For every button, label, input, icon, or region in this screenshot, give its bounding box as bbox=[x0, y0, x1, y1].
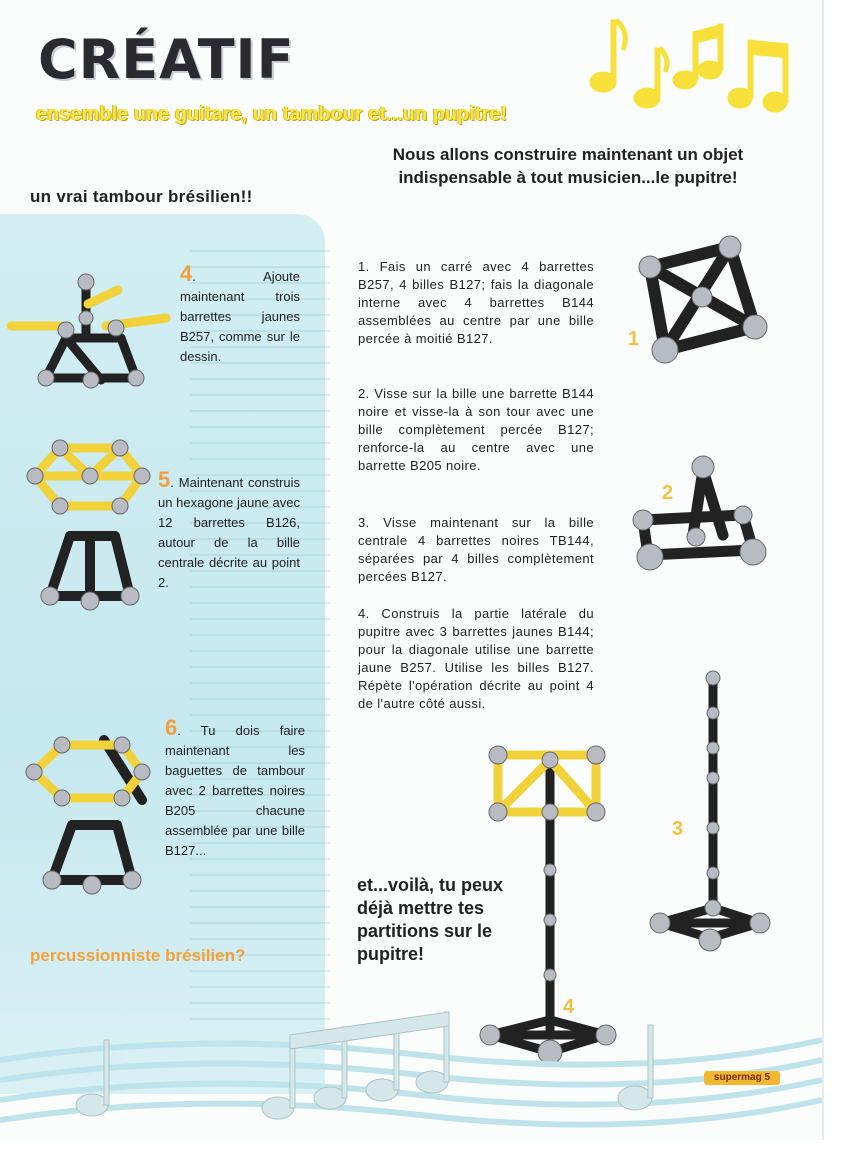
right-step-3: 3. Visse maintenant sur la bille centrale 4 barrettes noires TB144, séparées par 4 billes complètement percées B127. bbox=[358, 515, 594, 584]
figure-label-2: 2 bbox=[662, 482, 674, 504]
right-step-4: 4. Construis la partie latérale du pupitre avec 3 barrettes jaunes B144; pour la diagonale utilise une barrette jaune B257. Utilise les billes B127. Répète l'opération décrite au point 4 de l'autre côté aussi. bbox=[358, 606, 594, 711]
left-step-5 bbox=[158, 467, 300, 593]
step-text: . Ajoute maintenant trois barrettes jaunes B257, comme sur le dessin. bbox=[180, 269, 300, 364]
page-subtitle: ensemble une guitare, un tambour et...un pupitre! bbox=[36, 103, 508, 125]
step-text: . Tu dois faire maintenant les baguettes de tambour avec 2 barrettes noires B205 chacune assemblée par une bille B127... bbox=[165, 723, 305, 858]
drum-model-step6 bbox=[22, 730, 162, 900]
stand-model-3 bbox=[645, 668, 775, 958]
figure-label-1: 1 bbox=[628, 328, 640, 350]
page-title: CRÉATIF bbox=[38, 28, 295, 91]
left-step-4 bbox=[180, 261, 300, 367]
step-number: 6 bbox=[165, 715, 178, 740]
music-wave-decoration bbox=[0, 1000, 822, 1140]
closing-text: et...voilà, tu peux déjà mettre tes partitions sur le pupitre! bbox=[357, 875, 504, 964]
right-heading: Nous allons construire maintenant un objet indispensable à tout musicien...le pupitre! bbox=[392, 145, 744, 187]
left-step-6 bbox=[165, 715, 305, 861]
supermag-badge: supermag 5 bbox=[704, 1071, 780, 1085]
percussion-question: percussionniste brésilien? bbox=[30, 946, 246, 965]
drum-model-step4 bbox=[6, 268, 171, 398]
right-step-2: 2. Visse sur la bille une barrette B144 noire et visse-la à son tour avec une bille complètement percée B127; renforce-la au centre avec une barrette B205 noire. bbox=[358, 386, 594, 473]
stand-model-2 bbox=[628, 455, 773, 580]
figure-label-3: 3 bbox=[672, 818, 684, 840]
drum-model-step5 bbox=[20, 436, 160, 616]
left-heading: un vrai tambour brésilien!! bbox=[30, 187, 253, 206]
stand-model-1 bbox=[630, 232, 775, 372]
step-text: . Maintenant construis un hexagone jaune avec 12 barrettes B126, autour de la bille centrale décrite au point 2. bbox=[158, 475, 300, 590]
right-step-1: 1. Fais un carré avec 4 barrettes B257, 4 billes B127; fais la diagonale interne avec 4 barrettes B144 assemblées au centre par une bille percée à moitié B127. bbox=[358, 259, 594, 346]
step-number: 4 bbox=[180, 261, 193, 286]
figure-label-4: 4 bbox=[563, 996, 575, 1018]
step-number: 5 bbox=[158, 467, 171, 492]
music-notes-icon bbox=[585, 10, 805, 130]
